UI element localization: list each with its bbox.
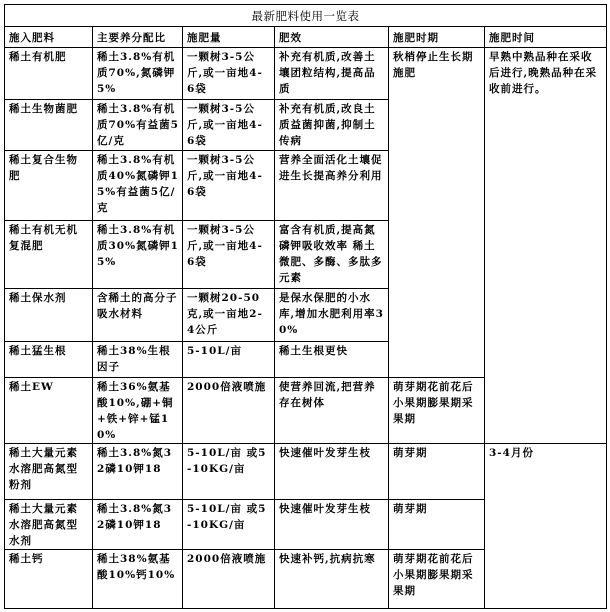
fertilizer-effect: 补充有机质,改良土质益菌抑菌,抑制土传病 bbox=[275, 100, 389, 151]
nutrient-ratio: 含稀土的高分子吸水材料 bbox=[93, 289, 183, 342]
application-amount: 一颗树20-50克,或一亩地2-4公斤 bbox=[183, 289, 275, 342]
nutrient-ratio: 稀土3.8%有机质70%,氮磷钾5% bbox=[93, 48, 183, 100]
application-amount: 一颗树3-5公斤,或一亩地4-6袋 bbox=[183, 100, 275, 151]
fertilizer-effect: 富含有机质,提高氮磷钾吸收效率 稀土微肥、多酶、多肽多元素 bbox=[275, 221, 389, 289]
column-header-amount: 施肥量 bbox=[183, 27, 275, 48]
period-cell-liquid: 萌芽期 bbox=[389, 500, 485, 550]
fertilizer-sheet bbox=[4, 4, 606, 608]
fertilizer-name: 稀土猛生根 bbox=[5, 342, 93, 378]
nutrient-ratio: 稀土3.8%氮32磷10钾18 bbox=[93, 500, 183, 550]
period-cell-ew: 萌芽期花前花后小果期膨果期采果期 bbox=[389, 378, 485, 444]
fertilizer-effect: 快速催叶发芽生枝 bbox=[275, 500, 389, 550]
column-header-ratio: 主要养分配比 bbox=[93, 27, 183, 48]
table-title: 最新肥料使用一览表 bbox=[5, 5, 607, 27]
fertilizer-effect: 使营养回流,把营养存在树体 bbox=[275, 378, 389, 444]
fertilizer-effect: 是保水保肥的小水库,增加水肥利用率30% bbox=[275, 289, 389, 342]
application-amount: 一颗树3-5公斤,或一亩地4-6袋 bbox=[183, 151, 275, 221]
nutrient-ratio: 稀土38%生根因子 bbox=[93, 342, 183, 378]
table-row bbox=[5, 48, 607, 100]
nutrient-ratio: 稀土38%氨基酸10%钙10% bbox=[93, 550, 183, 609]
period-cell-calcium: 萌芽期花前花后小果期膨果期采果期 bbox=[389, 550, 485, 609]
column-header-period: 施肥时期 bbox=[389, 27, 485, 48]
application-amount: 2000倍液喷施 bbox=[183, 378, 275, 444]
nutrient-ratio: 稀土3.8%氮32磷10钾18 bbox=[93, 444, 183, 500]
table-row bbox=[5, 444, 607, 500]
application-amount: 一颗树3-5公斤,或一亩地4-6袋 bbox=[183, 221, 275, 289]
fertilizer-name: 稀土复合生物肥 bbox=[5, 151, 93, 221]
fertilizer-name: 稀土生物菌肥 bbox=[5, 100, 93, 151]
fertilizer-name: 稀土有机肥 bbox=[5, 48, 93, 100]
nutrient-ratio: 稀土36%氨基酸10%,硼+铜+铁+锌+锰10% bbox=[93, 378, 183, 444]
fertilizer-table bbox=[4, 4, 607, 609]
time-cell-top: 早熟中熟品种在采收后进行,晚熟品种在采收前进行。 bbox=[485, 48, 607, 444]
fertilizer-effect: 稀土生根更快 bbox=[275, 342, 389, 378]
fertilizer-name: 稀土大量元素水溶肥高氮型粉剂 bbox=[5, 444, 93, 500]
fertilizer-name: 稀土有机无机复混肥 bbox=[5, 221, 93, 289]
column-header-time: 施肥时间 bbox=[485, 27, 607, 48]
fertilizer-effect: 快速补钙,抗病抗寒 bbox=[275, 550, 389, 609]
fertilizer-effect: 营养全面活化土壤促进生长提高养分利用 bbox=[275, 151, 389, 221]
period-cell-powder: 萌芽期 bbox=[389, 444, 485, 500]
fertilizer-effect: 快速催叶发芽生枝 bbox=[275, 444, 389, 500]
nutrient-ratio: 稀土3.8%有机质30%氮磷钾15% bbox=[93, 221, 183, 289]
fertilizer-name: 稀土钙 bbox=[5, 550, 93, 609]
period-cell-autumn: 秋梢停止生长期施肥 bbox=[389, 48, 485, 378]
fertilizer-name: 稀土EW bbox=[5, 378, 93, 444]
application-amount: 5-10L/亩 bbox=[183, 342, 275, 378]
application-amount: 5-10L/亩 或5-10KG/亩 bbox=[183, 444, 275, 500]
nutrient-ratio: 稀土3.8%有机质70%有益菌5亿/克 bbox=[93, 100, 183, 151]
fertilizer-effect: 补充有机质,改善土壤团粒结构,提高品质 bbox=[275, 48, 389, 100]
nutrient-ratio: 稀土3.8%有机质40%氮磷钾15%有益菌5亿/克 bbox=[93, 151, 183, 221]
application-amount: 一颗树3-5公斤,或一亩地4-6袋 bbox=[183, 48, 275, 100]
application-amount: 5-10L/亩 或5-10KG/亩 bbox=[183, 500, 275, 550]
time-cell-bottom: 3-4月份 bbox=[485, 444, 607, 609]
fertilizer-name: 稀土大量元素水溶肥高氮型水剂 bbox=[5, 500, 93, 550]
application-amount: 2000倍液喷施 bbox=[183, 550, 275, 609]
column-header-fertilizer: 施入肥料 bbox=[5, 27, 93, 48]
header-row bbox=[5, 27, 607, 48]
column-header-effect: 肥效 bbox=[275, 27, 389, 48]
fertilizer-name: 稀土保水剂 bbox=[5, 289, 93, 342]
